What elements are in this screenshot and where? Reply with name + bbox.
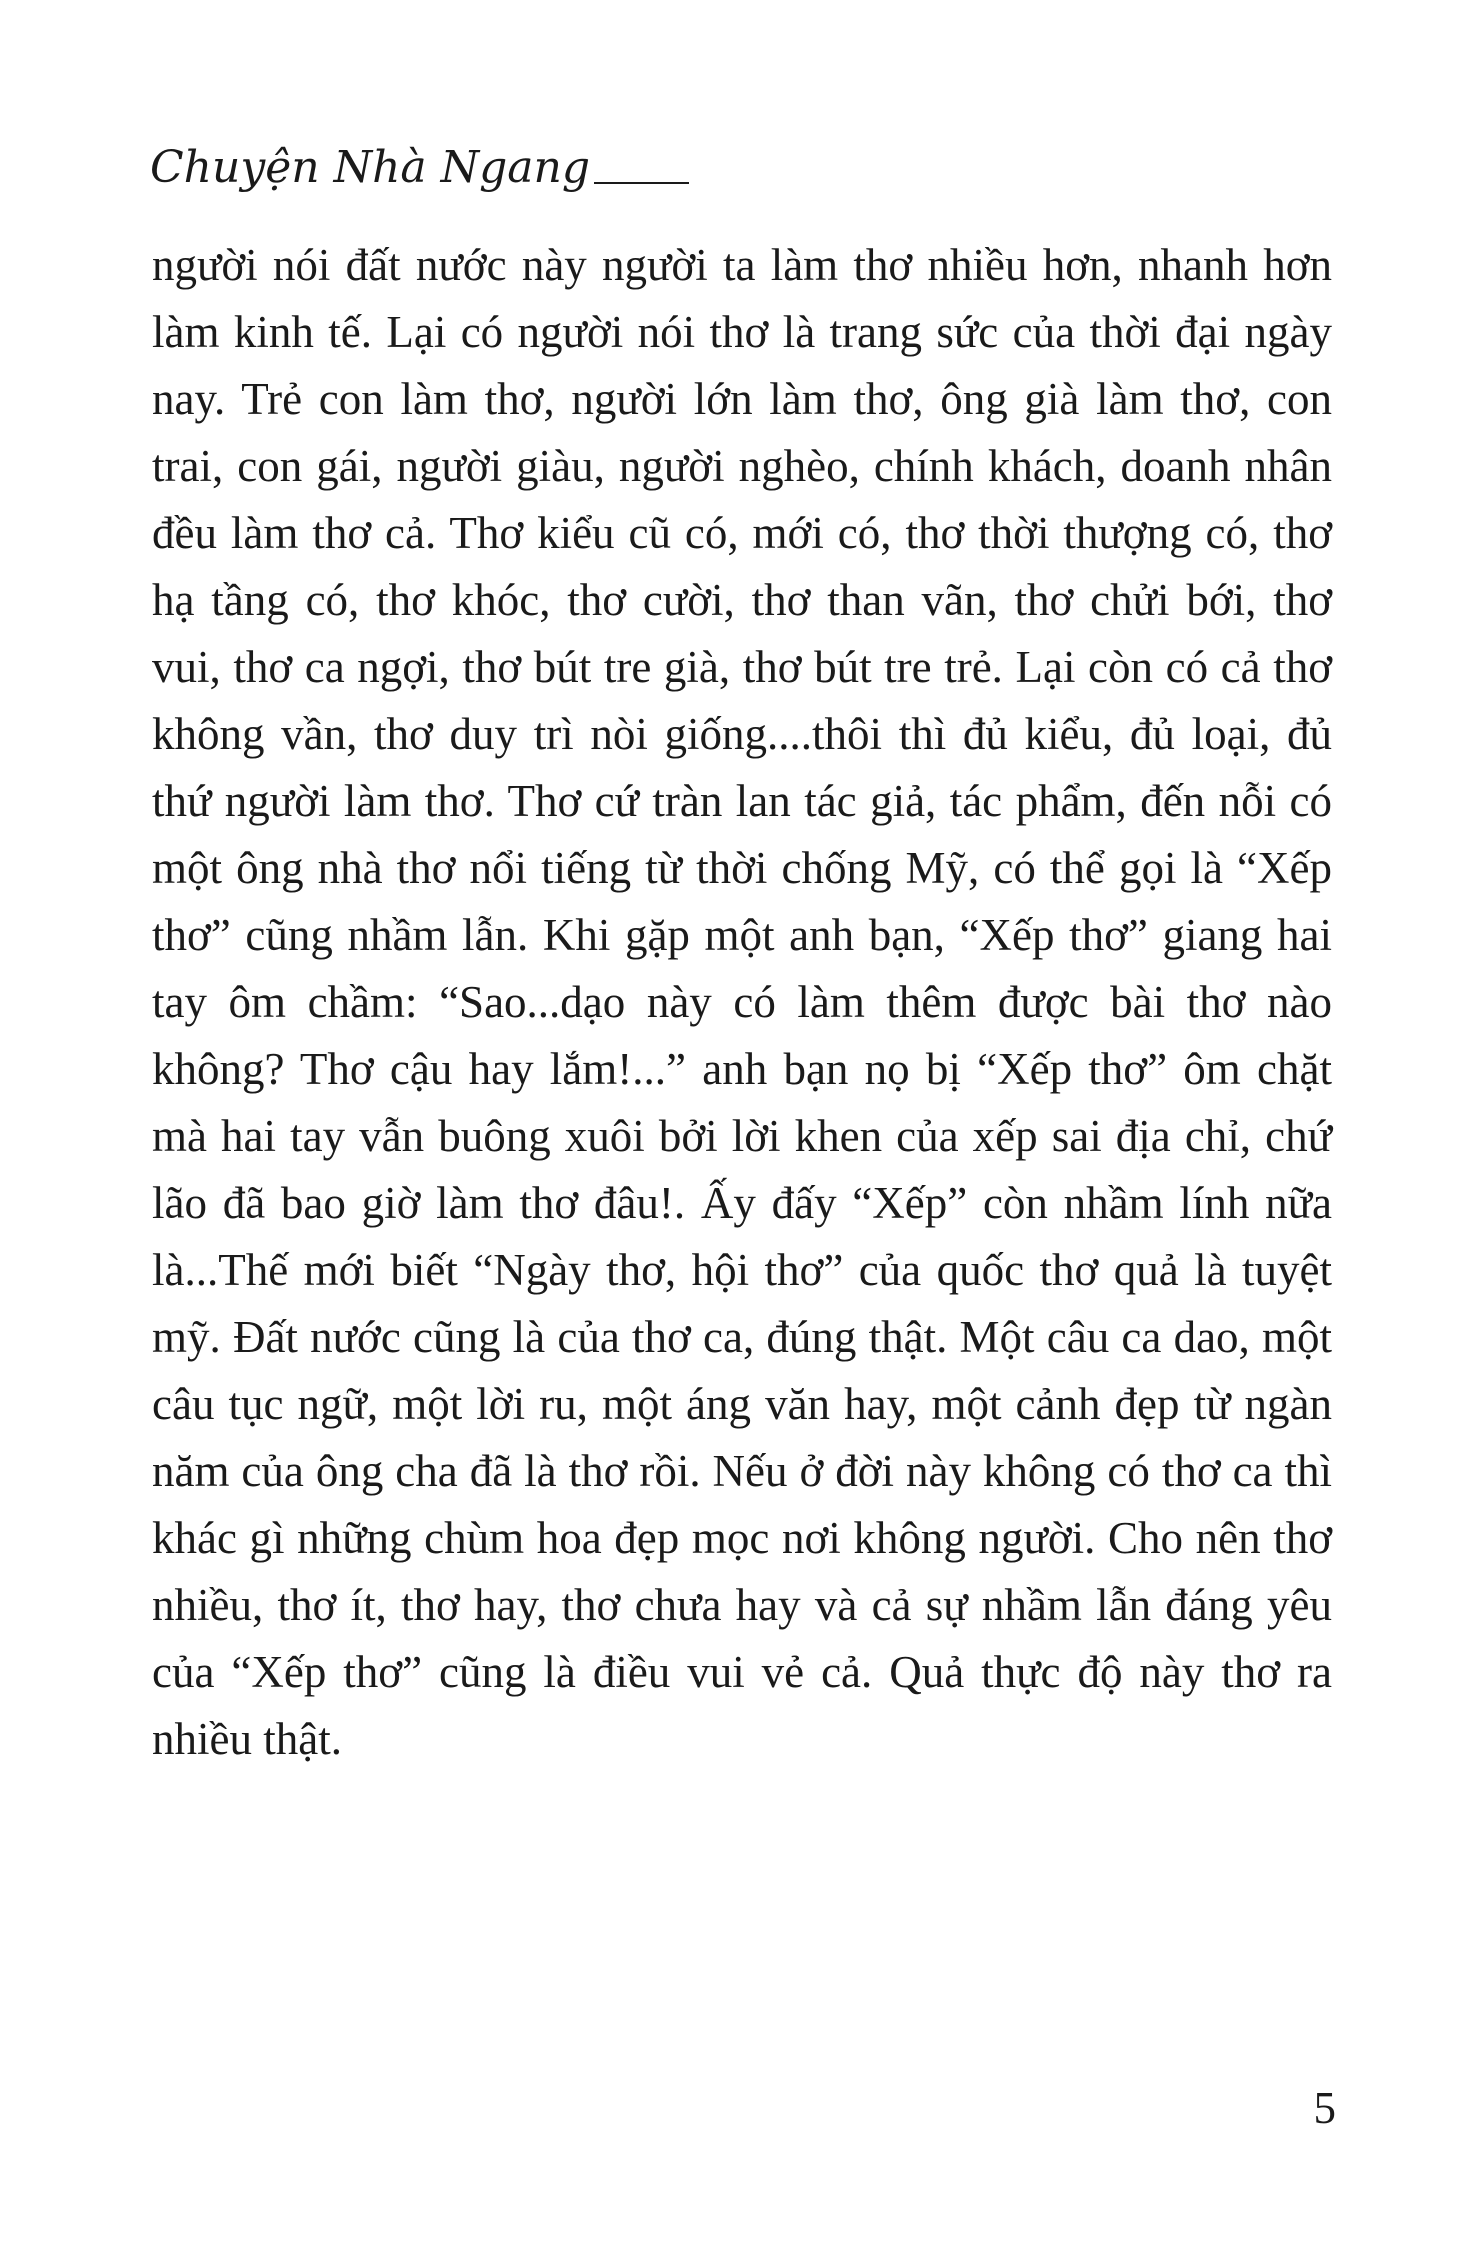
header-title: Chuyện Nhà Ngang <box>150 142 591 193</box>
header-rule <box>594 182 689 184</box>
running-header <box>150 140 689 196</box>
page-number: 5 <box>1313 2083 1336 2133</box>
body-paragraph: người nói đất nước này người ta làm thơ nhiều hơn, nhanh hơn làm kinh tế. Lại có người nói thơ là trang sức của thời đại ngày nay. Trẻ con làm thơ, người lớn làm thơ, ông già làm thơ, con trai, con gái, người giàu, người nghèo, chính khách, doanh nhân đều làm thơ cả. Thơ kiểu cũ có, mới có, thơ thời thượng có, thơ hạ tầng có, thơ khóc, thơ cười, thơ than vãn, thơ chửi bới, thơ vui, thơ ca ngợi, thơ bút tre già, thơ bút tre trẻ. Lại còn có cả thơ không vần, thơ duy trì nòi giống....thôi thì đủ kiểu, đủ loại, đủ thứ người làm thơ. Thơ cứ tràn lan tác giả, tác phẩm, đến nỗi có một ông nhà thơ nổi tiếng từ thời chống Mỹ, có thể gọi là “Xếp thơ” cũng nhầm lẫn. Khi gặp một anh bạn, “Xếp thơ” giang hai tay ôm chầm: “Sao...dạo này có làm thêm được bài thơ nào không? Thơ cậu hay lắm!...” anh bạn nọ bị “Xếp thơ” ôm chặt mà hai tay vẫn buông xuôi bởi lời khen của xếp sai địa chỉ, chứ lão đã bao giờ làm thơ đâu!. Ấy đấy “Xếp” còn nhầm lính nữa là...Thế mới biết “Ngày thơ, hội thơ” của quốc thơ quả là tuyệt mỹ. Đất nước cũng là của thơ ca, đúng thật. Một câu ca dao, một câu tục ngữ, một lời ru, một áng văn hay, một cảnh đẹp từ ngàn năm của ông cha đã là thơ rồi. Nếu ở đời này không có thơ ca thì khác gì những chùm hoa đẹp mọc nơi không người. Cho nên thơ nhiều, thơ ít, thơ hay, thơ chưa hay và cả sự nhầm lẫn đáng yêu của “Xếp thơ” cũng là điều vui vẻ cả. Quả thực độ này thơ ra nhiều thật. <box>152 240 1332 1764</box>
